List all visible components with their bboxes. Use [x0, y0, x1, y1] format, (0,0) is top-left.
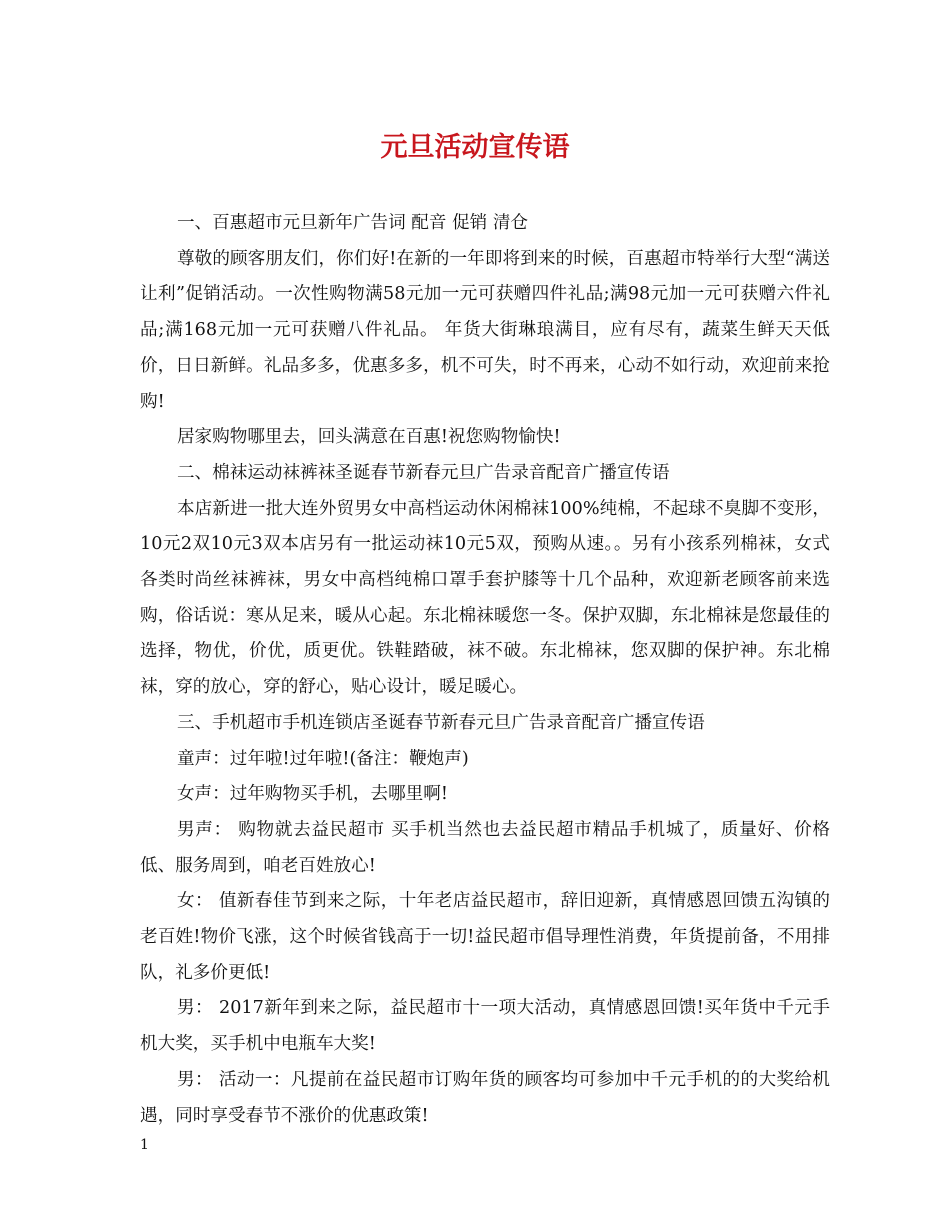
section-heading-2: 二、棉袜运动袜裤袜圣诞春节新春元旦广告录音配音广播宣传语 [176, 462, 670, 483]
dialogue-line: 童声：过年啦!过年啦!(备注：鞭炮声) [176, 748, 469, 769]
paragraph-slogan: 居家购物哪里去，回头满意在百惠!祝您购物愉快! [176, 427, 561, 448]
dialogue-line: 男： 活动一：凡提前在益民超市订购年货的顾客均可参加中千元手机的的大奖给机遇，同时享受春节不涨价的优惠政策! [140, 1069, 830, 1126]
dialogue-line: 男声： 购物就去益民超市 买手机当然也去益民超市精品手机城了，质量好、价格低、服务周到，咱老百姓放心! [140, 819, 830, 876]
section-heading-1: 一、百惠超市元旦新年广告词 配音 促销 清仓 [176, 213, 529, 233]
dialogue-line: 女声：过年购物买手机，去哪里啊! [176, 784, 448, 805]
dialogue-line: 女： 值新春佳节到来之际，十年老店益民超市，辞旧迎新，真情感恩回馈五沟镇的老百姓!物价飞涨，这个时候省钱高于一切!益民超市倡导理性消费，年货提前备，不用排队，礼多价更低! [140, 891, 830, 983]
page-number: 1 [140, 1137, 149, 1153]
paragraph-promotion-intro: 尊敬的顾客朋友们，你们好!在新的一年即将到来的时候，百惠超市特举行大型“满送让利”促销活动。一次性购物满58元加一元可获赠四件礼品;满98元加一元可获赠六件礼品;满168元加一元可获赠八件礼品。 年货大街琳琅满目，应有尽有，蔬菜生鲜天天低价，日日新鲜。礼品多多，优惠多多，机不可失，时不再来，心动不如行动，欢迎前来抢购! [140, 248, 830, 412]
page-title: 元旦活动宣传语 [380, 132, 570, 163]
paragraph-socks-ad: 本店新进一批大连外贸男女中高档运动休闲棉袜100%纯棉，不起球不臭脚不变形，10元2双10元3双本店另有一批运动袜10元5双，预购从速。。另有小孩系列棉袜，女式各类时尚丝袜裤袜，男女中高档纯棉口罩手套护膝等十几个品种，欢迎新老顾客前来选购，俗话说：寒从足来，暖从心起。东北棉袜暖您一冬。保护双脚，东北棉袜是您最佳的选择，物优，价优，质更优。铁鞋踏破，袜不破。东北棉袜，您双脚的保护神。东北棉袜，穿的放心，穿的舒心，贴心设计，暖足暖心。 [140, 498, 830, 698]
document-body [140, 206, 830, 1134]
dialogue-line: 男： 2017新年到来之际，益民超市十一项大活动，真情感恩回馈!买年货中千元手机大奖，买手机中电瓶车大奖! [140, 998, 830, 1055]
section-heading-3: 三、手机超市手机连锁店圣诞春节新春元旦广告录音配音广播宣传语 [176, 712, 705, 733]
